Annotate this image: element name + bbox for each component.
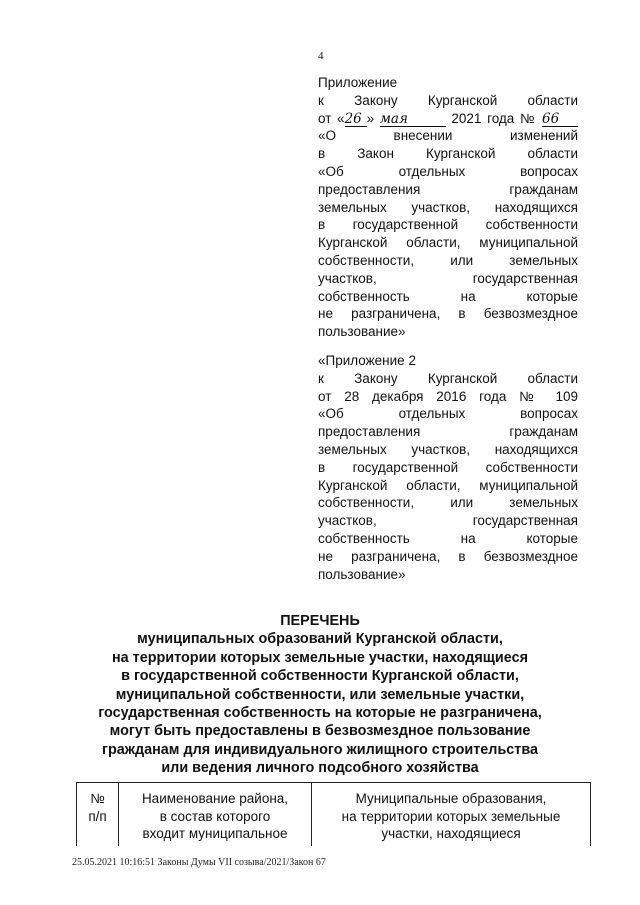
annex-2-line: в государственной собственности: [318, 459, 578, 475]
header-municipalities-line: на территории которых земельные: [341, 808, 561, 824]
annex-2-line: пользование»: [318, 566, 406, 582]
annex-1-line: участков, государственная: [318, 270, 578, 286]
annex-2-line: «Об отдельных вопросах: [318, 406, 578, 422]
header-municipalities-line: Муниципальные образования,: [355, 791, 547, 806]
title-line: муниципальной собственности, или земельные участки,: [115, 686, 525, 703]
annex-1-line: в государственной собственности: [318, 217, 578, 233]
annex-1-line: собственность на которые: [318, 288, 578, 304]
title-line: гражданам для индивидуального жилищного строительства: [101, 741, 539, 758]
header-number-line: №: [90, 791, 105, 806]
annex-1-block: [318, 74, 578, 341]
header-district-line: Наименование района,: [141, 791, 289, 806]
title-line: муниципальных образований Курганской области,: [137, 631, 503, 648]
annex-1-line: предоставления гражданам: [318, 181, 578, 197]
municipalities-table: [76, 782, 591, 846]
header-number: [77, 783, 119, 847]
annex-2-line: земельных участков, находящихся: [318, 441, 578, 457]
header-municipalities: [312, 783, 591, 847]
annex-1-heading: Приложение: [318, 75, 398, 90]
annex-2-line: Курганской области, муниципальной: [318, 477, 578, 493]
title-line: или ведения личного подсобного хозяйства: [161, 760, 479, 777]
title-line: могут быть предоставлены в безвозмездное пользование: [109, 723, 531, 740]
annex-2-block: [318, 352, 578, 583]
annex-1-line: «О внесении изменений: [318, 128, 578, 144]
header-district-line: входит муниципальное: [142, 826, 288, 841]
annex-1-line: не разграничена, в безвозмездное: [318, 306, 578, 322]
page-number: 4: [318, 50, 324, 62]
annex-1-line: в Закон Курганской области: [318, 146, 578, 162]
title-line: в государственной собственности Курганской области,: [121, 668, 519, 685]
annex-1-line: земельных участков, находящихся: [318, 199, 578, 215]
annex-1-to-law: к Закону Курганской области: [318, 92, 578, 108]
annex-2-line: собственности, или земельных: [318, 495, 578, 511]
header-district: [119, 783, 312, 847]
annex-1-date-line: [318, 110, 578, 128]
header-number-line: п/п: [88, 808, 107, 824]
title-line: государственная собственность на которые не разграничена,: [98, 705, 542, 722]
annex-2-line: от 28 декабря 2016 года № 109: [318, 388, 578, 404]
annex-2-line: участков, государственная: [318, 513, 578, 529]
footer-stamp: 25.05.2021 10:16:51 Законы Думы VII созыва/2021/Закон 67: [72, 857, 326, 868]
title-heading: ПЕРЕЧЕНЬ: [280, 613, 360, 629]
date-prefix: от «: [318, 110, 345, 126]
annex-2-heading: «Приложение 2: [318, 353, 416, 368]
annex-1-line: собственности, или земельных: [318, 252, 578, 268]
annex-2-line: предоставления гражданам: [318, 424, 578, 440]
annex-1-line: «Об отдельных вопросах: [318, 163, 578, 179]
date-mid: »: [366, 110, 375, 126]
annex-2-line: к Закону Курганской области: [318, 370, 578, 386]
annex-2-line: не разграничена, в безвозмездное: [318, 548, 578, 564]
header-district-line: в состав которого: [159, 808, 271, 824]
annex-1-line: пользование»: [318, 324, 406, 340]
table-header-row: [77, 783, 591, 847]
header-municipalities-line: участки, находящиеся: [381, 826, 521, 841]
date-year: 2021 года №: [451, 110, 537, 126]
handwritten-month: мая: [380, 112, 446, 127]
handwritten-day: 26: [345, 112, 367, 127]
title-line: на территории которых земельные участки, находящиеся: [111, 649, 528, 666]
annex-2-line: собственность на которые: [318, 530, 578, 546]
document-title: [40, 612, 600, 778]
annex-1-line: Курганской области, муниципальной: [318, 235, 578, 251]
handwritten-law-number: 66: [542, 112, 578, 127]
